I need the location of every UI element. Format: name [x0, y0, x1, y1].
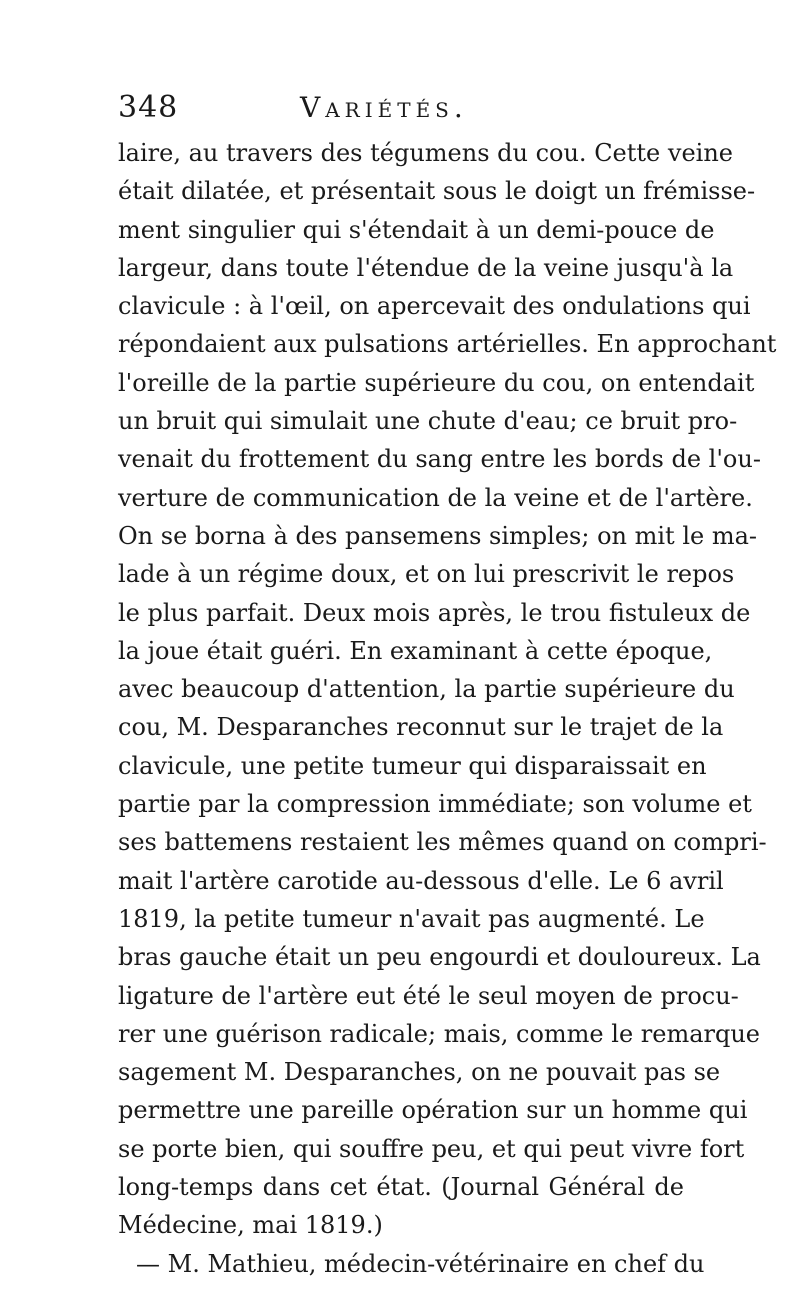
text-line: mait l'artère carotide au-dessous d'elle. Le 6 avril — [118, 866, 724, 895]
text-line: ligature de l'artère eut été le seul moyen de procu- — [118, 981, 739, 1010]
page-number: 348 — [118, 90, 179, 125]
text-line: lade à un régime doux, et on lui prescrivit le repos — [118, 560, 735, 589]
text-line: sagement M. Desparanches, on ne pouvait pas se — [118, 1058, 721, 1087]
text-line: avec beaucoup d'attention, la partie supérieure du — [118, 675, 735, 704]
text-line: 1819, la petite tumeur n'avait pas augmenté. Le — [118, 904, 705, 933]
text-line: rer une guérison radicale; mais, comme le remarque — [118, 1019, 761, 1048]
text-line: partie par la compression immédiate; son volume et — [118, 790, 752, 819]
text-line: cou, M. Desparanches reconnut sur le trajet de la — [118, 713, 724, 742]
text-line: clavicule : à l'œil, on apercevait des ondulations qui — [118, 292, 751, 321]
text-line: la joue était guéri. En examinant à cette époque, — [118, 636, 713, 665]
text-line: long-temps dans cet état. (Journal Général de — [118, 1173, 684, 1202]
text-line: ses battemens restaient les mêmes quand on compri- — [118, 828, 767, 857]
text-line: ment singulier qui s'étendait à un demi-pouce de — [118, 215, 715, 244]
text-line: On se borna à des pansemens simples; on mit le ma- — [118, 521, 757, 550]
text-line: se porte bien, qui souffre peu, et qui peut vivre fort — [118, 1134, 745, 1163]
text-line: le plus parfait. Deux mois après, le trou fistuleux de — [118, 598, 751, 627]
text-line: était dilatée, et présentait sous le doigt un frémisse- — [118, 177, 756, 206]
text-line: Médecine, mai 1819.) — [118, 1211, 383, 1240]
text-line: l'oreille de la partie supérieure du cou, on entendait — [118, 368, 755, 397]
text-line: laire, au travers des tégumens du cou. Cette veine — [118, 139, 733, 167]
text-line: clavicule, une petite tumeur qui disparaissait en — [118, 751, 707, 780]
page-header — [118, 88, 680, 128]
text-line: un bruit qui simulait une chute d'eau; ce bruit pro- — [118, 407, 738, 436]
text-line: permettre une pareille opération sur un homme qui — [118, 1096, 748, 1125]
running-head: Variétés. — [300, 91, 468, 124]
text-line: répondaient aux pulsations artérielles. En approchant — [118, 330, 777, 359]
text-line: bras gauche était un peu engourdi et douloureux. La — [118, 943, 761, 972]
text-line: venait du frottement du sang entre les bords de l'ou- — [118, 445, 761, 474]
body-text — [118, 134, 777, 1283]
text-line: verture de communication de la veine et de l'artère. — [118, 483, 753, 512]
text-line: — M. Mathieu, médecin-vétérinaire en chef du — [136, 1249, 705, 1278]
text-line: largeur, dans toute l'étendue de la veine jusqu'à la — [118, 253, 734, 282]
